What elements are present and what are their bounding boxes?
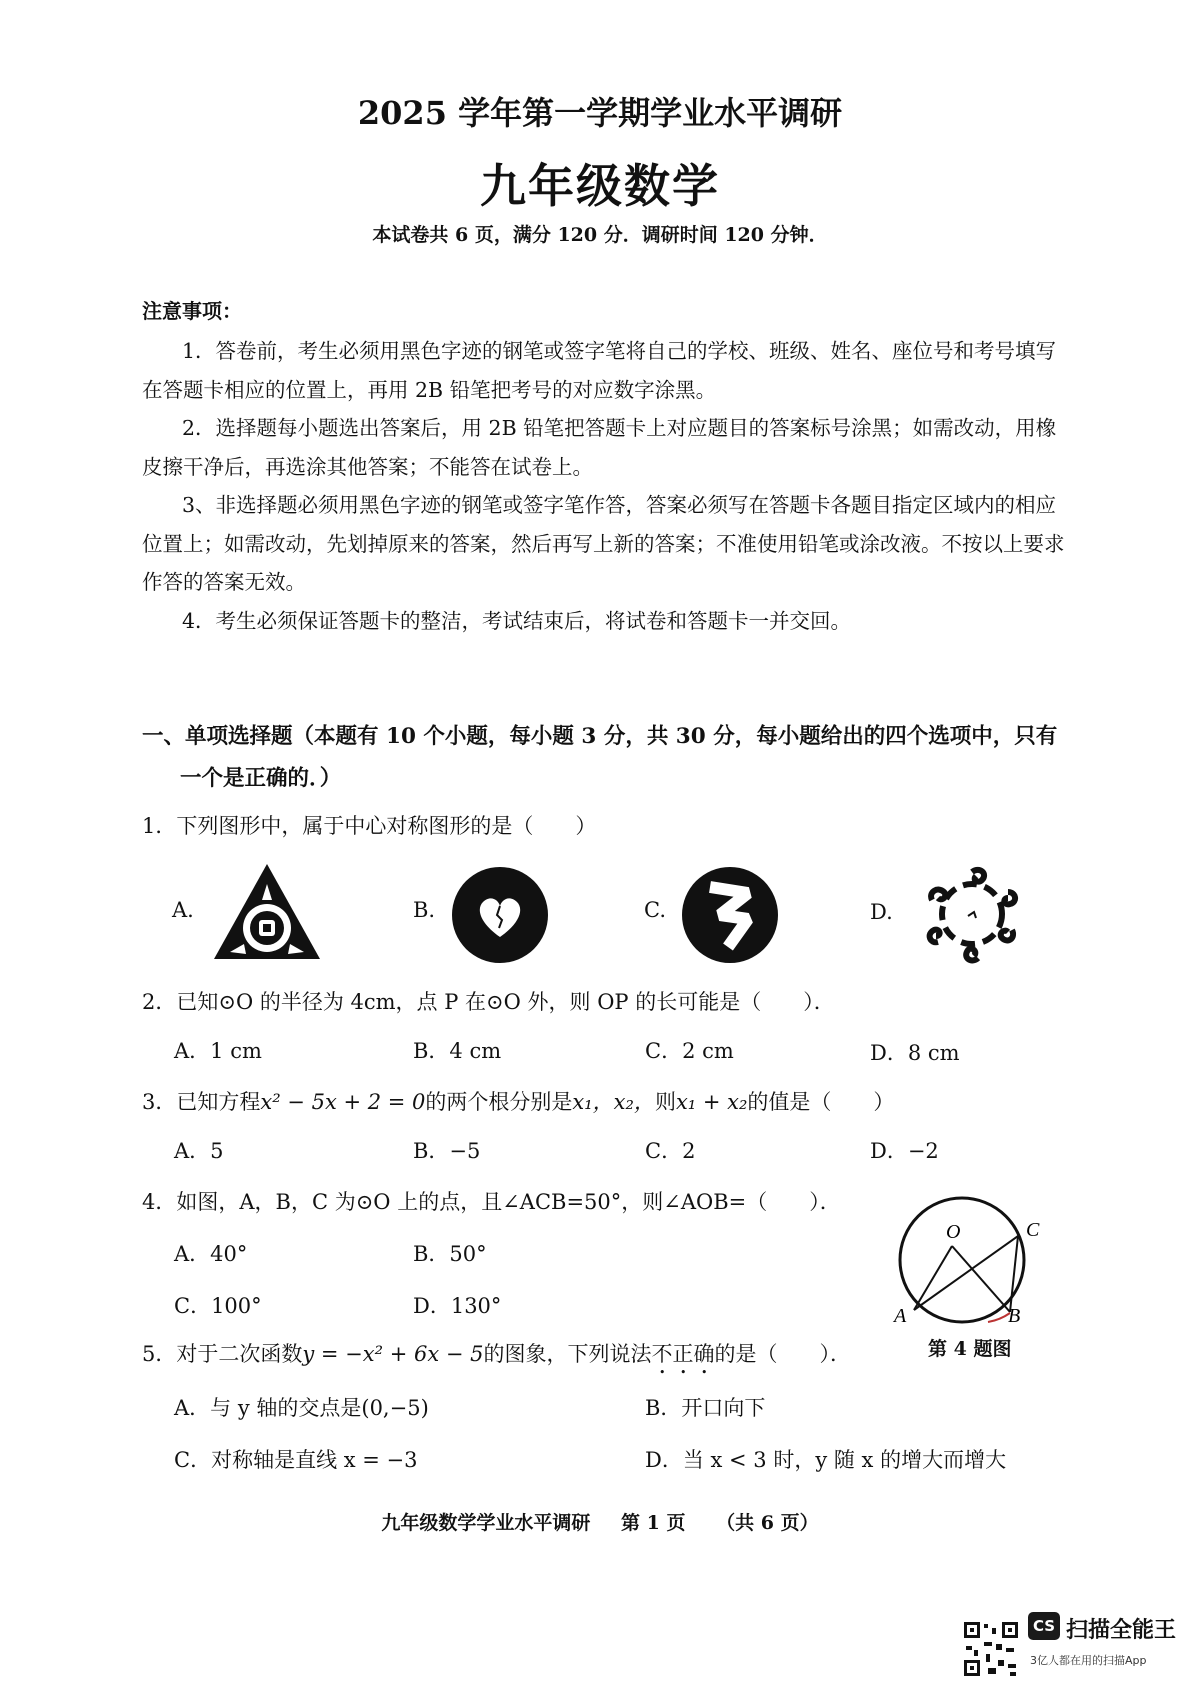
page-footer [0, 1508, 1200, 1535]
section-heading-line1: 一、单项选择题（本题有 10 个小题，每小题 3 分，共 30 分，每小题给出的四个选项中，只有 [142, 724, 1058, 749]
triangle-emblem-icon [212, 862, 322, 962]
notes-heading: 注意事项： [142, 299, 242, 323]
note-text: 2．选择题每小题选出答案后，用 2B 铅笔把答题卡上对应题目的答案标号涂黑；如需改动，用橡皮擦干净后，再选涂其他答案；不能答在试卷上。 [142, 416, 1057, 479]
note-text: 3、非选择题必须用黑色字迹的钢笔或签字笔作答，答案必须写在答题卡各题目指定区域内的相应位置上；如需改动，先划掉原来的答案，然后再写上新的答案；不准使用铅笔或涂改液。不按以上要求作答的答案无效。 [142, 493, 1065, 594]
zigzag-circle-icon [680, 865, 780, 965]
q3-stem-text: 的两个根分别是 [425, 1090, 573, 1114]
q5-stem-text: 的是（ ）． [714, 1342, 851, 1366]
q5-option-a[interactable]: A．与 y 轴的交点是(0,−5) [174, 1396, 429, 1420]
fig-label-b: B [1008, 1305, 1021, 1327]
q3-option-b[interactable]: B．−5 [413, 1139, 481, 1163]
scanner-brand: 扫描全能王 [1066, 1618, 1177, 1643]
question-1-stem: 1．下列图形中，属于中心对称图形的是（ ） [142, 814, 597, 838]
q3-option-a[interactable]: A．5 [174, 1139, 224, 1163]
q5-option-b[interactable]: B．开口向下 [645, 1396, 766, 1420]
scanner-tagline: 3亿人都在用的扫描App [1030, 1654, 1147, 1667]
q3-stem-text: 3．已知方程 [142, 1090, 261, 1114]
q5-equation: y = −x² + 6x − 5 [302, 1342, 484, 1366]
q3-stem-text: 的值是（ ） [747, 1090, 895, 1114]
note-item-3 [142, 486, 1067, 602]
exam-title: 2025 学年第一学期学业水平调研 [357, 94, 843, 132]
q5-option-d[interactable]: D．当 x < 3 时，y 随 x 的增大而增大 [645, 1448, 1007, 1472]
heart-circle-icon [450, 865, 550, 965]
q4-option-a[interactable]: A．40° [174, 1242, 248, 1266]
question-5-stem [142, 1338, 851, 1379]
exam-info: 本试卷共 6 页，满分 120 分．调研时间 120 分钟． [372, 224, 828, 246]
q4-figure-caption: 第 4 题图 [928, 1338, 1012, 1360]
section-heading-line2: 一个是正确的．） [180, 766, 342, 791]
footer-total-pages: （共 6 页） [716, 1512, 819, 1534]
q1-option-b-label: B. [413, 898, 436, 922]
question-4-stem: 4．如图，A，B，C 为⊙O 上的点，且∠ACB=50°，则∠AOB=（ ）． [142, 1190, 841, 1214]
footer-exam-name: 九年级数学学业水平调研 [381, 1512, 591, 1534]
q3-option-d[interactable]: D．−2 [870, 1139, 939, 1163]
q4-option-c[interactable]: C．100° [174, 1294, 262, 1318]
question-2-stem: 2．已知⊙O 的半径为 4cm，点 P 在⊙O 外，则 OP 的长可能是（ ）． [142, 990, 835, 1014]
note-text: 4．考生必须保证答题卡的整洁，考试结束后，将试卷和答题卡一并交回。 [182, 609, 852, 633]
footer-page-number: 第 1 页 [621, 1512, 686, 1534]
cloud-ring-icon [920, 862, 1025, 967]
q1-option-a-label: A. [172, 898, 194, 922]
q4-option-b[interactable]: B．50° [413, 1242, 487, 1266]
q1-option-c-label: C. [644, 898, 666, 922]
q2-option-d[interactable]: D．8 cm [870, 1041, 960, 1065]
qr-code-icon [962, 1620, 1020, 1678]
q3-stem-text: 则 [654, 1090, 676, 1114]
q2-option-a[interactable]: A．1 cm [174, 1039, 262, 1063]
q5-stem-text: 5．对于二次函数 [142, 1342, 303, 1366]
note-text: 1．答卷前，考生必须用黑色字迹的钢笔或签字笔将自己的学校、班级、姓名、座位号和考号填写在答题卡相应的位置上，再用 2B 铅笔把考号的对应数字涂黑。 [142, 339, 1057, 402]
note-item-2 [142, 409, 1067, 486]
q2-option-b[interactable]: B．4 cm [413, 1039, 502, 1063]
q4-option-d[interactable]: D．130° [413, 1294, 502, 1318]
q3-roots: x₁，x₂， [572, 1090, 655, 1114]
fig-label-o: O [946, 1221, 961, 1243]
question-3-stem [142, 1086, 894, 1116]
q2-option-c[interactable]: C．2 cm [645, 1039, 734, 1063]
q5-stem-text: 的图象，下列说法 [483, 1342, 652, 1366]
q1-option-d-label: D. [870, 900, 893, 924]
subject-title: 九年级数学 [480, 159, 720, 213]
q3-option-c[interactable]: C．2 [645, 1139, 696, 1163]
note-item-1 [142, 332, 1067, 409]
q4-circle-figure [890, 1200, 1050, 1325]
fig-label-c: C [1026, 1219, 1040, 1241]
note-item-4 [142, 602, 1067, 641]
fig-label-a: A [894, 1305, 907, 1327]
q3-sum: x₁ + x₂ [675, 1090, 748, 1114]
section-heading [142, 716, 1072, 800]
scanner-logo: CS [1028, 1612, 1060, 1640]
q3-equation: x² − 5x + 2 = 0 [260, 1090, 426, 1114]
q5-emphasis-text: 不正确 [651, 1342, 715, 1366]
q5-option-c[interactable]: C．对称轴是直线 x = −3 [174, 1448, 418, 1472]
